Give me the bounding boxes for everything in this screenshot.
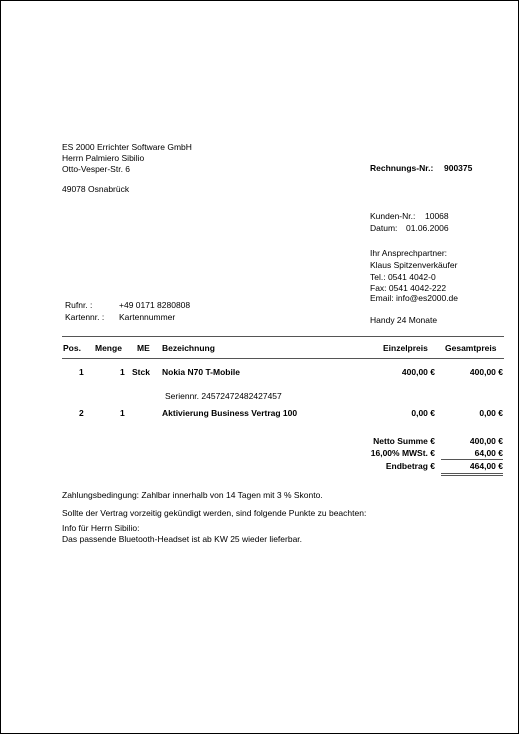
recipient-street: Otto-Vesper-Str. 6 xyxy=(62,164,131,174)
table-header-rule xyxy=(62,358,504,359)
table-row-qty: 1 xyxy=(120,367,125,377)
table-row-total: 400,00 € xyxy=(469,367,503,377)
info-heading: Info für Herrn Sibilio: xyxy=(62,523,140,533)
card-label: Kartennr. : xyxy=(65,312,105,322)
table-row-description: Aktivierung Business Vertrag 100 xyxy=(162,408,298,418)
card-number: Kartennummer xyxy=(119,312,176,322)
table-row-unit-price: 400,00 € xyxy=(401,367,435,377)
customer-number: 10068 xyxy=(425,211,449,221)
phone-number: +49 0171 8280808 xyxy=(119,300,191,310)
table-row-unit-price: 0,00 € xyxy=(411,408,435,418)
header-description: Bezeichnung xyxy=(162,343,215,353)
customer-number-label: Kunden-Nr.: xyxy=(370,211,416,221)
table-row-pos: 1 xyxy=(79,367,84,377)
header-total: Gesamtpreis xyxy=(445,343,497,353)
contact-name: Klaus Spitzenverkäufer xyxy=(370,260,458,270)
table-row-serial: Seriennr. 24572472482427457 xyxy=(165,391,282,401)
invoice-number: 900375 xyxy=(444,163,473,173)
table-row-description: Nokia N70 T-Mobile xyxy=(162,367,240,377)
table-row-pos: 2 xyxy=(79,408,84,418)
cancellation-note: Sollte der Vertrag vorzeitig gekündigt werden, sind folgende Punkte zu beachten: xyxy=(62,508,367,518)
vat-label: 16,00% MWSt. € xyxy=(370,448,435,458)
contact-heading: Ihr Ansprechpartner: xyxy=(370,248,448,258)
net-total: 400,00 € xyxy=(469,436,503,446)
invoice-date: 01.06.2006 xyxy=(406,223,449,233)
net-total-label: Netto Summe € xyxy=(373,436,435,446)
table-row-total: 0,00 € xyxy=(479,408,503,418)
date-label: Datum: xyxy=(370,223,398,233)
recipient-city: 49078 Osnabrück xyxy=(62,184,130,194)
header-unit: ME xyxy=(137,343,150,353)
info-text: Das passende Bluetooth-Headset ist ab KW 25 wieder lieferbar. xyxy=(62,534,303,544)
grand-total-rule-2 xyxy=(441,475,503,476)
sender-company: ES 2000 Errichter Software GmbH xyxy=(62,142,192,152)
phone-label: Rufnr. : xyxy=(65,300,93,310)
vat-amount: 64,00 € xyxy=(474,448,503,458)
contact-tel: Tel.: 0541 4042-0 xyxy=(370,272,436,282)
payment-terms: Zahlungsbedingung: Zahlbar innerhalb von 14 Tagen mit 3 % Skonto. xyxy=(62,490,323,500)
table-row-unit: Stck xyxy=(132,367,150,377)
table-row-qty: 1 xyxy=(120,408,125,418)
invoice-number-label: Rechnungs-Nr.: xyxy=(370,163,434,173)
table-top-rule xyxy=(62,336,504,337)
header-unit-price: Einzelpreis xyxy=(383,343,428,353)
header-pos: Pos. xyxy=(63,343,81,353)
grand-total: 464,00 € xyxy=(469,461,503,471)
grand-total-label: Endbetrag € xyxy=(385,461,435,471)
subtotal-rule xyxy=(441,459,503,460)
header-qty: Menge xyxy=(95,343,122,353)
contact-email: Email: info@es2000.de xyxy=(370,293,459,303)
contact-fax: Fax: 0541 4042-222 xyxy=(370,283,447,293)
recipient-name: Herrn Palmiero Sibilio xyxy=(62,153,145,163)
grand-total-rule-1 xyxy=(441,473,503,474)
contract-plan: Handy 24 Monate xyxy=(370,315,438,325)
